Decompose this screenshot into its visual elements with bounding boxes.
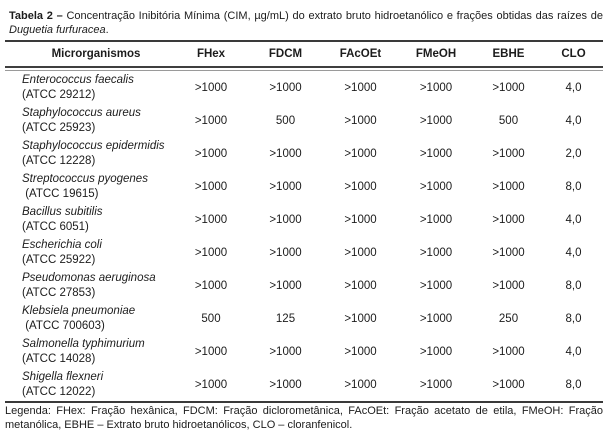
value-cell-fdcm: 500 xyxy=(275,114,296,127)
value-cell-fhex: >1000 xyxy=(194,180,228,193)
organism-name: Staphylococcus epidermidis xyxy=(22,140,165,152)
table-row xyxy=(5,302,603,335)
value-cell-fhex: 500 xyxy=(201,312,221,325)
value-cell-facoet: >1000 xyxy=(344,378,377,391)
value-cell-clo: 4,0 xyxy=(565,213,582,226)
table-row xyxy=(5,335,603,368)
column-header-fhex: FHex xyxy=(196,48,226,60)
table-header-row xyxy=(5,42,603,66)
value-cell-clo: 2,0 xyxy=(565,147,582,160)
caption-label: Tabela 2 – xyxy=(9,10,63,22)
organism-cell xyxy=(5,206,173,233)
organism-strain: (ATCC 6051) xyxy=(22,221,89,233)
organism-name: Escherichia coli xyxy=(22,239,102,251)
organism-name: Streptococcus pyogenes xyxy=(22,173,148,185)
value-cell-fmeoh: >1000 xyxy=(419,213,453,226)
table-row xyxy=(5,269,603,302)
value-cell-clo: 8,0 xyxy=(565,180,582,193)
value-cell-ebhe: >1000 xyxy=(492,81,525,94)
value-cell-fmeoh: >1000 xyxy=(419,378,453,391)
organism-cell xyxy=(5,305,173,332)
value-cell-fmeoh: >1000 xyxy=(419,246,453,259)
value-cell-clo: 8,0 xyxy=(565,279,582,292)
table-row xyxy=(5,71,603,104)
value-cell-fmeoh: >1000 xyxy=(419,312,453,325)
value-cell-fhex: >1000 xyxy=(194,81,228,94)
organism-strain: (ATCC 19615) xyxy=(22,188,99,200)
value-cell-facoet: >1000 xyxy=(344,246,377,259)
value-cell-fdcm: 125 xyxy=(275,312,296,325)
value-cell-fdcm: >1000 xyxy=(269,378,302,391)
table-legend: Legenda: FHex: Fração hexânica, FDCM: Fração diclorometânica, FAcOEt: Fração acetato de etila, FMeOH: Fração metanólica, EBHE – Extrato bruto hidroetanólicos, CLO – cloranfenicol. xyxy=(5,405,603,431)
value-cell-facoet: >1000 xyxy=(344,81,377,94)
value-cell-fmeoh: >1000 xyxy=(419,345,453,358)
organism-name: Pseudomonas aeruginosa xyxy=(22,272,156,284)
value-cell-fmeoh: >1000 xyxy=(419,81,453,94)
value-cell-ebhe: >1000 xyxy=(492,246,525,259)
value-cell-fmeoh: >1000 xyxy=(419,180,453,193)
organism-name: Staphylococcus aureus xyxy=(22,107,141,119)
value-cell-ebhe: >1000 xyxy=(492,345,525,358)
column-header-ebhe: EBHE xyxy=(492,48,525,60)
value-cell-fhex: >1000 xyxy=(194,378,228,391)
table-row xyxy=(5,203,603,236)
organism-strain: (ATCC 14028) xyxy=(22,353,96,365)
value-cell-facoet: >1000 xyxy=(344,147,377,160)
organism-strain: (ATCC 27853) xyxy=(22,287,96,299)
value-cell-fdcm: >1000 xyxy=(269,345,302,358)
organism-name: Enterococcus faecalis xyxy=(22,74,134,86)
value-cell-facoet: >1000 xyxy=(344,279,377,292)
value-cell-clo: 8,0 xyxy=(565,378,582,391)
value-cell-fhex: >1000 xyxy=(194,345,228,358)
value-cell-facoet: >1000 xyxy=(344,114,377,127)
value-cell-fdcm: >1000 xyxy=(269,279,302,292)
value-cell-facoet: >1000 xyxy=(344,345,377,358)
value-cell-fmeoh: >1000 xyxy=(419,114,453,127)
value-cell-fhex: >1000 xyxy=(194,246,228,259)
table-row xyxy=(5,236,603,269)
value-cell-clo: 4,0 xyxy=(565,246,582,259)
column-header-fdcm: FDCM xyxy=(268,48,303,60)
organism-strain: (ATCC 12228) xyxy=(22,155,96,167)
table-bottom-rule xyxy=(5,401,603,403)
organism-strain: (ATCC 700603) xyxy=(22,320,105,332)
table-caption xyxy=(9,9,603,37)
organism-name: Klebsiela pneumoniae xyxy=(22,305,136,317)
value-cell-facoet: >1000 xyxy=(344,213,377,226)
value-cell-fdcm: >1000 xyxy=(269,147,302,160)
value-cell-clo: 4,0 xyxy=(565,345,582,358)
table-row xyxy=(5,104,603,137)
value-cell-ebhe: 500 xyxy=(498,114,519,127)
organism-cell xyxy=(5,140,173,167)
organism-cell xyxy=(5,272,173,299)
column-header-facoet: FAcOEt xyxy=(339,48,382,60)
organism-strain: (ATCC 29212) xyxy=(22,89,96,101)
caption-species-name: Duguetia furfuracea xyxy=(9,24,106,36)
organism-cell xyxy=(5,371,173,398)
caption-text: Concentração Inibitória Mínima (CIM, µg/mL) do extrato bruto hidroetanólico e frações obtidas das raízes de xyxy=(66,10,604,22)
value-cell-fhex: >1000 xyxy=(194,147,228,160)
value-cell-ebhe: >1000 xyxy=(492,180,525,193)
organism-name: Bacillus subitilis xyxy=(22,206,103,218)
value-cell-ebhe: >1000 xyxy=(492,279,525,292)
organism-strain: (ATCC 25923) xyxy=(22,122,96,134)
organism-cell xyxy=(5,338,173,365)
value-cell-ebhe: >1000 xyxy=(492,378,525,391)
organism-cell xyxy=(5,239,173,266)
value-cell-fdcm: >1000 xyxy=(269,246,302,259)
value-cell-facoet: >1000 xyxy=(344,180,377,193)
value-cell-fdcm: >1000 xyxy=(269,180,302,193)
value-cell-fmeoh: >1000 xyxy=(419,279,453,292)
value-cell-fhex: >1000 xyxy=(194,114,228,127)
column-header-fmeoh: FMeOH xyxy=(415,48,457,60)
value-cell-fhex: >1000 xyxy=(194,279,228,292)
organism-name: Salmonella typhimurium xyxy=(22,338,145,350)
organism-strain: (ATCC 12022) xyxy=(22,386,96,398)
value-cell-facoet: >1000 xyxy=(344,312,377,325)
value-cell-ebhe: >1000 xyxy=(492,147,525,160)
table-row xyxy=(5,170,603,203)
table-row xyxy=(5,137,603,170)
value-cell-clo: 4,0 xyxy=(565,81,582,94)
value-cell-ebhe: >1000 xyxy=(492,213,525,226)
value-cell-fdcm: >1000 xyxy=(269,81,302,94)
column-header-clo: CLO xyxy=(561,48,586,60)
column-header-microrganismos: Microrganismos xyxy=(51,48,141,60)
organism-cell xyxy=(5,74,173,101)
organism-name: Shigella flexneri xyxy=(22,371,104,383)
table-body xyxy=(5,71,603,401)
organism-strain: (ATCC 25922) xyxy=(22,254,96,266)
table-row xyxy=(5,368,603,401)
organism-cell xyxy=(5,107,173,134)
organism-cell xyxy=(5,173,173,200)
value-cell-clo: 4,0 xyxy=(565,114,582,127)
value-cell-ebhe: 250 xyxy=(498,312,519,325)
mic-table xyxy=(5,40,603,403)
value-cell-fhex: >1000 xyxy=(194,213,228,226)
value-cell-fdcm: >1000 xyxy=(269,213,302,226)
caption-period: . xyxy=(105,24,109,36)
value-cell-clo: 8,0 xyxy=(565,312,582,325)
value-cell-fmeoh: >1000 xyxy=(419,147,453,160)
